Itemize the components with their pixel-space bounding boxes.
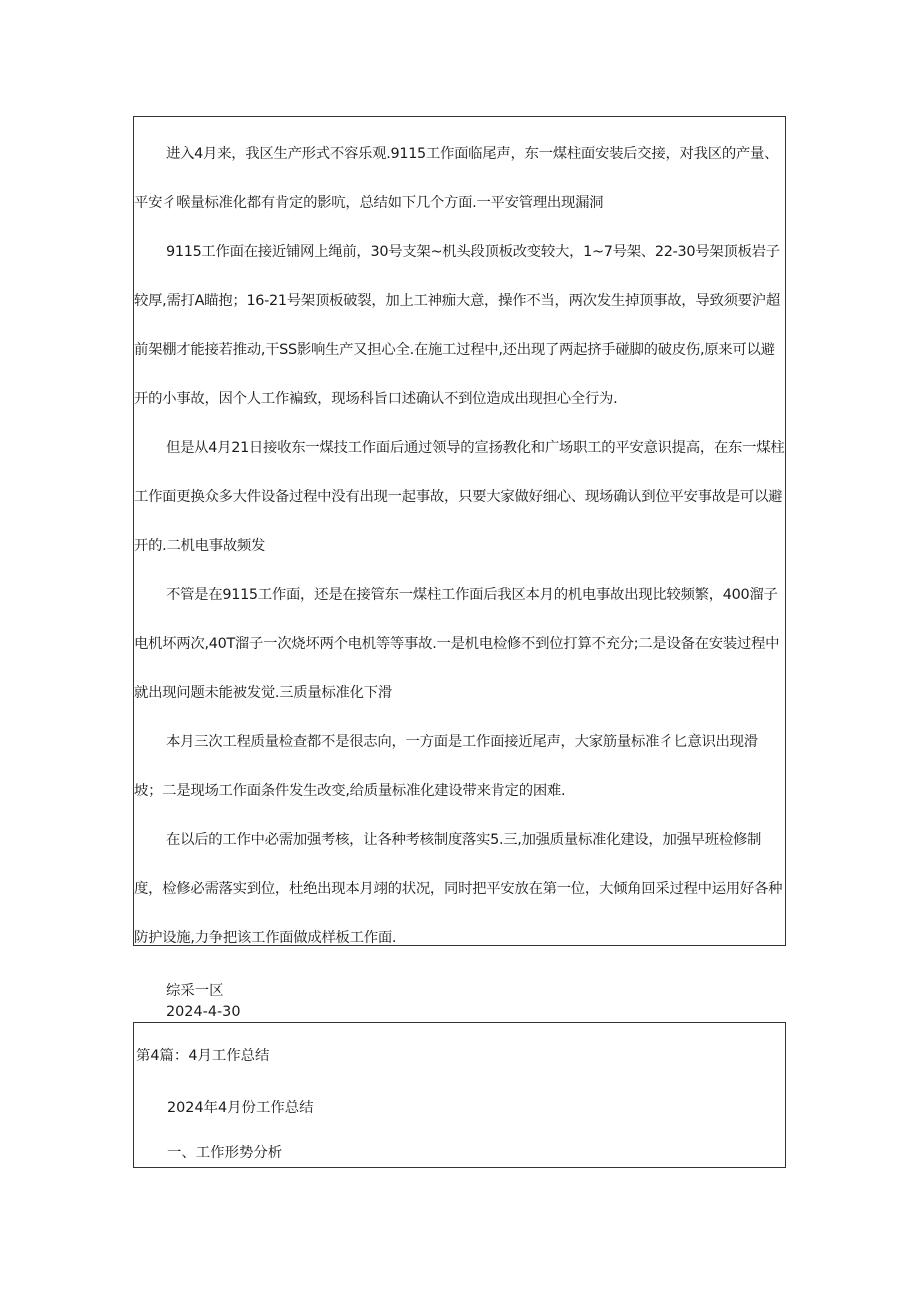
signature-department: 综采一区 bbox=[166, 983, 224, 999]
paragraph-future-plans: 在以后的工作中必需加强考核，让各种考核制度落实5.三,加强质量标准化建设，加强早班检修制度，检修必需落实到位，杜绝出现本月翊的状况，同时把平安放在第一位，大倾角回采过程中运用好各种防护设施,力争把该工作面做成样板工作面. bbox=[134, 832, 783, 946]
paragraph-safety-improvement: 但是从4月21日接收东一煤技工作面后通过领导的宣扬教化和广场职工的平安意识提高，在东一煤柱工作面更换众多大件设备过程中没有出现一起事故，只要大家做好细心、现场确认到位平安事故是可以避开的.二机电事故频发 bbox=[134, 440, 785, 554]
section-heading: 一、工作形势分析 bbox=[167, 1145, 283, 1161]
paragraph-production-overview: 进入4月来，我区生产形式不容乐观.9115工作面临尾声，东一煤柱面安装后交接，对我区的产量、平安彳喉量标准化都有肯定的影吭，总结如下几个方面.一平安管理出现漏洞 bbox=[134, 146, 779, 211]
next-article-box bbox=[133, 1022, 786, 1168]
article-subtitle: 2024年4月份工作总结 bbox=[167, 1100, 314, 1116]
paragraph-quality-standards: 本月三次工程质量检查都不是很志向，一方面是工作面接近尾声，大家筋量标准彳匕意识出现滑坡；二是现场工作面条件发生改变,给质量标准化建设带来肯定的困难. bbox=[134, 734, 758, 799]
report-body-box bbox=[133, 116, 786, 946]
signature-date: 2024-4-30 bbox=[166, 1004, 241, 1020]
paragraph-safety-incidents: 9115工作面在接近铺网上绳前，30号支架~机头段顶板改变较大，1~7号架、22-30号架顶板岩子较厚,需打A瞄抱；16-21号架顶板破裂，加上工神痂大意，操作不当，两次发生掉顶事故，导致须要沪超前架棚才能接若推动,干SS影响生产又担心全.在施工过程中,还出现了两起挤手碰脚的破皮伤,原来可以避开的小事故，因个人工作褊致，现场科旨口述确认不到位造成出现担心全行为. bbox=[134, 244, 780, 407]
paragraph-electromechanical-failures: 不管是在9115工作面，还是在接管东一煤柱工作面后我区本月的机电事故出现比较频繁，400溜子电机坏两次,40T溜子一次烧坏两个电机等等事故.一是机电检修不到位打算不充分;二是设备在安装过程中就出现问题未能被发觉.三质量标准化下滑 bbox=[134, 587, 780, 701]
article-title: 第4篇：4月工作总结 bbox=[136, 1048, 270, 1064]
